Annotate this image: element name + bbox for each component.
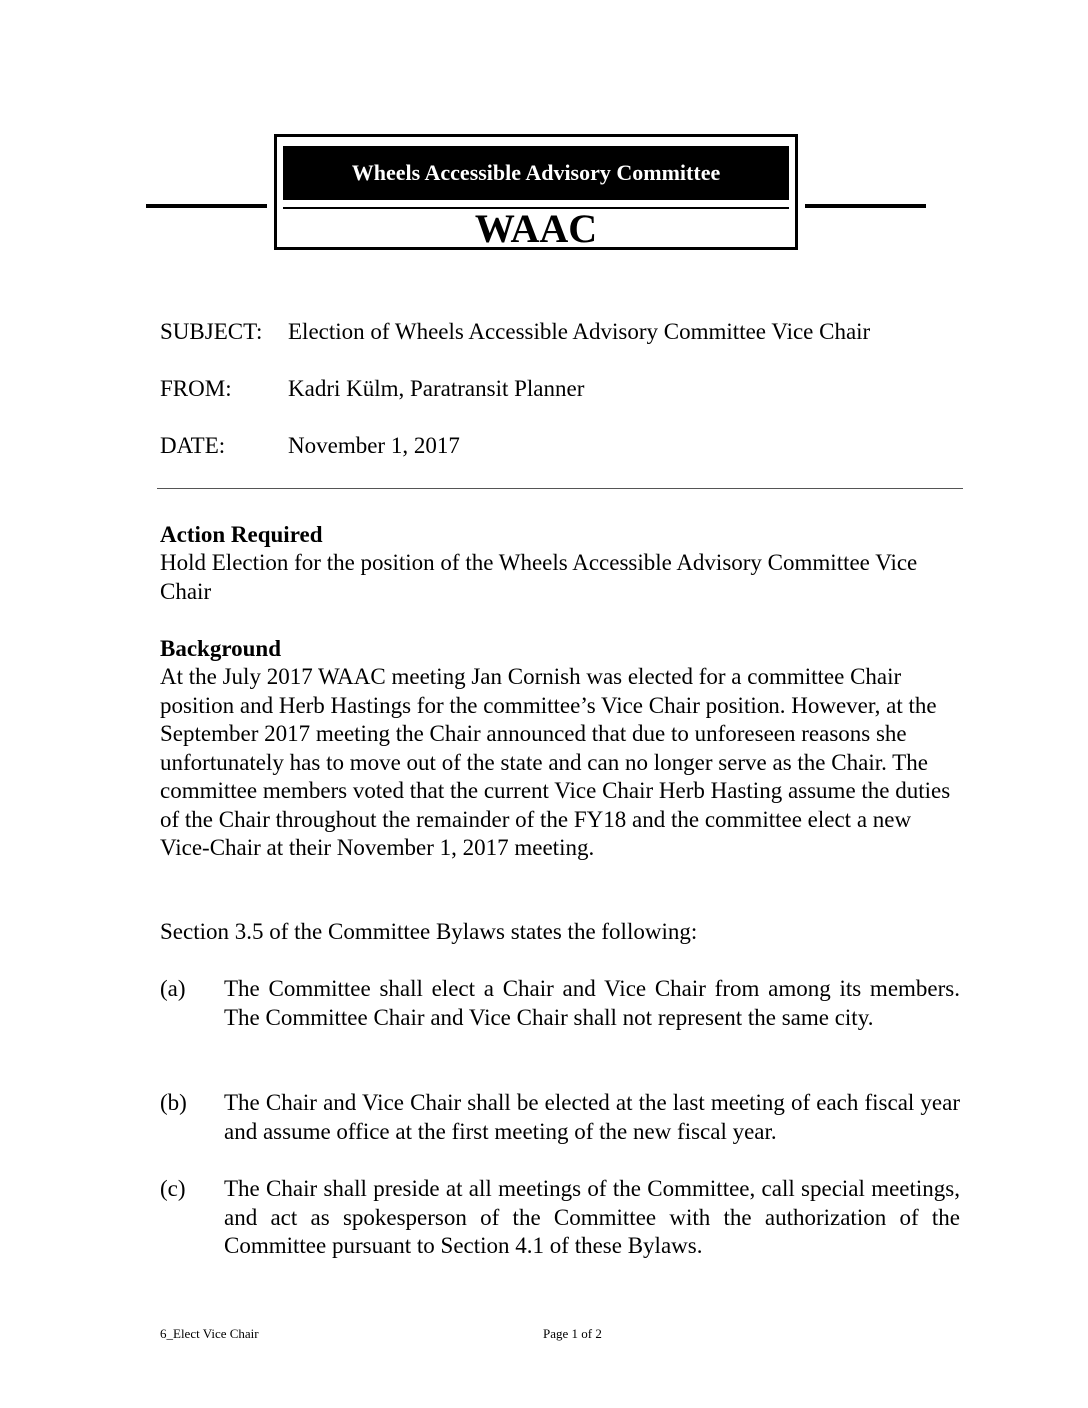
letterhead-committee-name: Wheels Accessible Advisory Committee: [283, 146, 789, 200]
action-required-text: Hold Election for the position of the Wheels Accessible Advisory Committee Vice Chair: [160, 550, 918, 604]
from-value: Kadri Külm, Paratransit Planner: [288, 376, 585, 401]
footer-page-number: Page 1 of 2: [543, 1326, 602, 1341]
date-label: DATE:: [160, 433, 226, 458]
letterhead-right-rule: [805, 204, 926, 208]
list-marker: (a): [160, 976, 186, 1001]
header-divider: [157, 488, 963, 489]
letterhead-left-rule: [146, 204, 267, 208]
date-value: November 1, 2017: [288, 433, 460, 458]
list-item-text: The Chair and Vice Chair shall be elected at the last meeting of each fiscal year and assume office at the first meeting of the new fiscal year.: [224, 1090, 960, 1144]
footer-file-name: 6_Elect Vice Chair: [160, 1326, 259, 1341]
list-item-text: The Committee shall elect a Chair and Vice Chair from among its members. The Committee Chair and Vice Chair shall not represent the same city.: [224, 976, 960, 1030]
bylaws-intro: Section 3.5 of the Committee Bylaws states the following:: [160, 919, 698, 944]
subject-value: Election of Wheels Accessible Advisory Committee Vice Chair: [288, 319, 871, 344]
list-marker: (b): [160, 1090, 187, 1115]
action-required-heading: Action Required: [160, 522, 323, 547]
from-label: FROM:: [160, 376, 232, 401]
subject-label: SUBJECT:: [160, 319, 263, 344]
list-item-text: The Chair shall preside at all meetings of the Committee, call special meetings, and act as spokesperson of the Committee with the authorization of the Committee pursuant to Section 4.1 of these Bylaws.: [224, 1176, 960, 1258]
list-marker: (c): [160, 1176, 186, 1201]
letterhead-acronym: WAAC: [474, 206, 598, 251]
background-heading: Background: [160, 636, 282, 661]
background-text: At the July 2017 WAAC meeting Jan Cornish was elected for a committee Chair position and Herb Hastings for the committee’s Vice Chair position. However, at the September 2017 meeting the Chair announced that due to unforeseen reasons she unfortunately has to move out of the state and can no longer serve as the Chair. The committee members voted that the current Vice Chair Herb Hasting assume the duties of the Chair throughout the remainder of the FY18 and the committee elect a new Vice-Chair at their November 1, 2017 meeting.: [160, 664, 951, 860]
